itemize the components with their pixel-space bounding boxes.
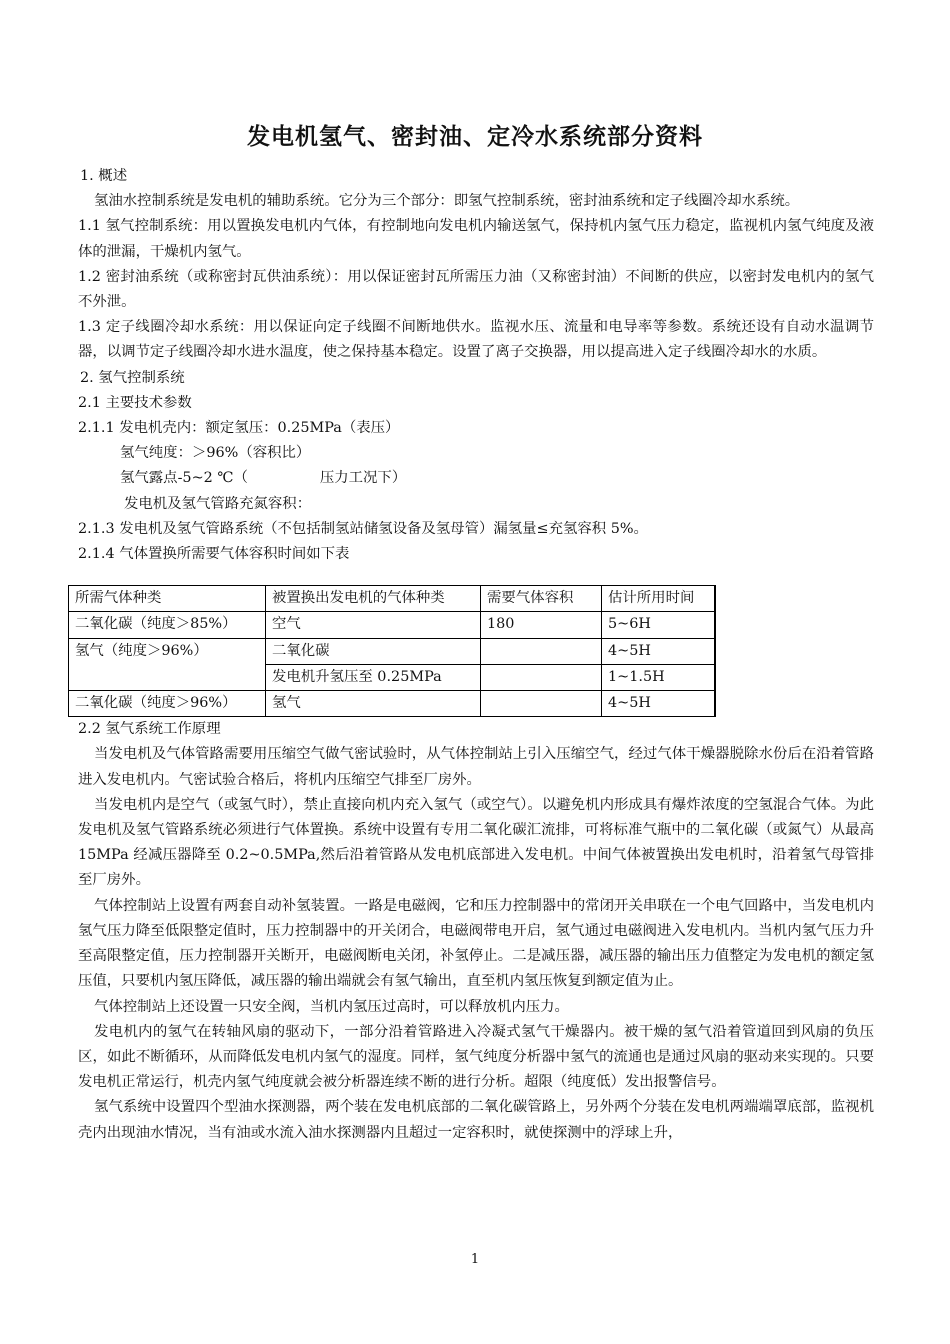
section-2-1-3: 2.1.3 发电机及氢气管路系统（不包括制氢站储氢设备及氢母管）漏氢量≤充氢容积 5%。 — [78, 520, 648, 537]
table-cell: 1~1.5H — [602, 664, 716, 690]
hydrogen-dew-point — [78, 466, 874, 491]
table-header-cell: 估计所用时间 — [602, 586, 716, 612]
section-2-1-4: 2.1.4 气体置换所需要气体容积时间如下表 — [78, 546, 350, 563]
section-1-3: 1.3 定子线圈冷却水系统：用以保证向定子线圈不间断地供水。监视水压、流量和电导率等参数。系统还设有自动水温调节器，以调节定子线圈冷却水进水温度，使之保持基本稳定。设置了离子交换器，用以提高进入定子线圈冷却水的水质。 — [78, 319, 874, 361]
table-cell — [481, 691, 602, 717]
table-cell: 180 — [481, 612, 602, 638]
gas-replacement-table — [68, 585, 716, 717]
table-row — [69, 691, 716, 717]
table-cell: 氢气 — [266, 691, 481, 717]
paragraph-air-tightness: 当发电机及气体管路需要用压缩空气做气密试验时，从气体控制站上引入压缩空气，经过气体干燥器脱除水份后在沿着管路进入发电机内。气密试验合格后，将机内压缩空气排至厂房外。 — [78, 746, 874, 788]
hydrogen-purity: 氢气纯度：＞96%（容积比） — [120, 445, 311, 462]
section-2-1-1: 2.1.1 发电机壳内：额定氢压：0.25MPa（表压） — [78, 420, 400, 437]
table-cell: 发电机升氢压至 0.25MPa — [266, 664, 481, 690]
table-cell: 氢气（纯度＞96%） — [69, 638, 266, 690]
paragraph-safety-valve: 气体控制站上还设置一只安全阀，当机内氢压过高时，可以释放机内压力。 — [94, 998, 569, 1015]
nitrogen-volume: 发电机及氢气管路充氮容积： — [124, 495, 312, 512]
table-header-row — [69, 586, 716, 612]
page-title: 发电机氢气、密封油、定冷水系统部分资料 — [247, 124, 703, 150]
dew-point-text: 氢气露点-5~2 ℃（ — [120, 470, 248, 487]
table-header-cell: 需要气体容积 — [481, 586, 602, 612]
table-header-cell: 所需气体种类 — [69, 586, 266, 612]
document-body — [75, 164, 874, 1146]
paragraph-auto-hydrogen-supply: 气体控制站上设置有两套自动补氢装置。一路是电磁阀，它和压力控制器中的常闭开关串联在一个电气回路中，当发电机内氢气压力降至低限整定值时，压力控制器中的开关闭合，电磁阀带电开启，氢气通过电磁阀进入发电机内。当机内氢气压力升至高限整定值，压力控制器开关断开，电磁阀断电关闭，补氢停止。二是减压器，减压器的输出压力值整定为发电机的额定氢压值，只要机内氢压降低，减压器的输出端就会有氢气输出，直至机内氢压恢复到额定值为止。 — [78, 897, 874, 990]
section-2-heading: 2. 氢气控制系统 — [80, 369, 185, 386]
table-cell: 4~5H — [602, 638, 716, 664]
paragraph-gas-replacement: 当发电机内是空气（或氢气时），禁止直接向机内充入氢气（或空气）。以避免机内形成具有爆炸浓度的空氢混合气体。为此发电机及氢气管路系统必须进行气体置换。系统中设置有专用二氧化碳汇流排，可将标准气瓶中的二氧化碳（或氮气）从最高 15MPa 经减压器降至 0.2~0.5MPa,然后沿着管路从发电机底部进入发电机。中间气体被置换出发电机时，沿着氢气母管排至厂房外。 — [78, 796, 874, 889]
table-cell: 二氧化碳（纯度＞85%） — [69, 612, 266, 638]
section-1-1: 1.1 氢气控制系统：用以置换发电机内气体，有控制地向发电机内输送氢气，保持机内氢气压力稳定，监视机内氢气纯度及液体的泄漏，干燥机内氢气。 — [78, 218, 874, 260]
dew-point-condition: 压力工况下） — [319, 470, 407, 487]
table-cell: 4~5H — [602, 691, 716, 717]
section-1-paragraph: 氢油水控制系统是发电机的辅助系统。它分为三个部分：即氢气控制系统，密封油系统和定子线圈冷却水系统。 — [94, 193, 800, 210]
table-cell — [481, 664, 602, 690]
section-2-2: 2.2 氢气系统工作原理 — [78, 721, 221, 738]
table-cell: 二氧化碳 — [266, 638, 481, 664]
section-2-1: 2.1 主要技术参数 — [78, 394, 192, 411]
table-header-cell: 被置换出发电机的气体种类 — [266, 586, 481, 612]
table-row — [69, 612, 716, 638]
table-cell: 二氧化碳（纯度＞96%） — [69, 691, 266, 717]
table-row — [69, 638, 716, 664]
table-cell — [481, 638, 602, 664]
section-1-2: 1.2 密封油系统（或称密封瓦供油系统）：用以保证密封瓦所需压力油（又称密封油）不间断的供应，以密封发电机内的氢气不外泄。 — [78, 268, 874, 311]
page-number: 1 — [470, 1252, 480, 1267]
paragraph-hydrogen-drying: 发电机内的氢气在转轴风扇的驱动下，一部分沿着管路进入冷凝式氢气干燥器内。被干燥的氢气沿着管道回到风扇的负压区，如此不断循环，从而降低发电机内氢气的湿度。同样，氢气纯度分析器中氢气的流通也是通过风扇的驱动来实现的。只要发电机正常运行，机壳内氢气纯度就会被分析器连续不断的进行分析。超限（纯度低）发出报警信号。 — [78, 1023, 874, 1091]
table-cell: 空气 — [266, 612, 481, 638]
paragraph-oil-water-detector: 氢气系统中设置四个型油水探测器，两个装在发电机底部的二氧化碳管路上，另外两个分装在发电机两端端罩底部，监视机壳内出现油水情况，当有油或水流入油水探测器内且超过一定容积时，就使探测中的浮球上升， — [78, 1099, 874, 1141]
table-cell: 5~6H — [602, 612, 716, 638]
section-1-heading: 1. 概述 — [80, 168, 128, 184]
